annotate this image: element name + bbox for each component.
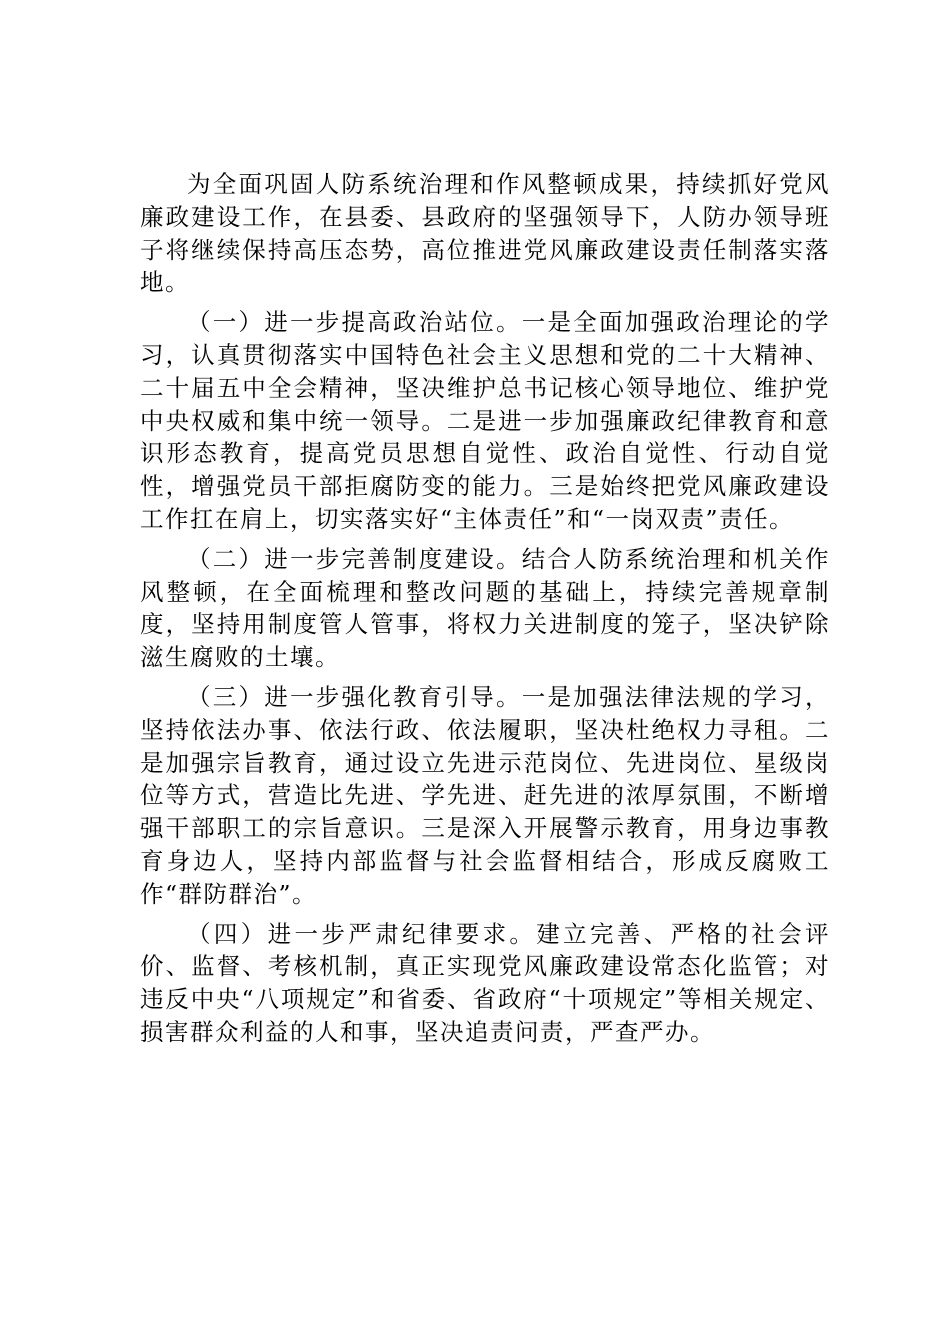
section-1-paragraph: （一）进一步提高政治站位。一是全面加强政治理论的学习，认真贯彻落实中国特色社会主义思想和党的二十大精神、二十届五中全会精神，坚决维护总书记核心领导地位、维护党中央权威和集中统一领导。二是进一步加强廉政纪律教育和意识形态教育，提高党员思想自觉性、政治自觉性、行动自觉性，增强党员干部拒腐防变的能力。三是始终把党风廉政建设工作扛在肩上，切实落实好“主体责任”和“一岗双责”责任。 (140, 308, 830, 533)
intro-paragraph: 为全面巩固人防系统治理和作风整顿成果，持续抓好党风廉政建设工作，在县委、县政府的坚强领导下，人防办领导班子将继续保持高压态势，高位推进党风廉政建设责任制落实落地。 (140, 170, 830, 297)
document-body (140, 168, 830, 1056)
section-2-paragraph: （二）进一步完善制度建设。结合人防系统治理和机关作风整顿，在全面梳理和整改问题的基础上，持续完善规章制度，坚持用制度管人管事，将权力关进制度的笼子，坚决铲除滋生腐败的土壤。 (140, 544, 830, 672)
section-4-paragraph: （四）进一步严肃纪律要求。建立完善、严格的社会评价、监督、考核机制，真正实现党风廉政建设常态化监管；对违反中央“八项规定”和省委、省政府“十项规定”等相关规定、损害群众利益的人和事，坚决追责问责，严查严办。 (140, 919, 830, 1046)
section-3-paragraph: （三）进一步强化教育引导。一是加强法律法规的学习，坚持依法办事、依法行政、依法履职，坚决杜绝权力寻租。二是加强宗旨教育，通过设立先进示范岗位、先进岗位、星级岗位等方式，营造比先进、学先进、赶先进的浓厚氛围，不断增强干部职工的宗旨意识。三是深入开展警示教育，用身边事教育身边人，坚持内部监督与社会监督相结合，形成反腐败工作“群防群治”。 (140, 682, 830, 908)
